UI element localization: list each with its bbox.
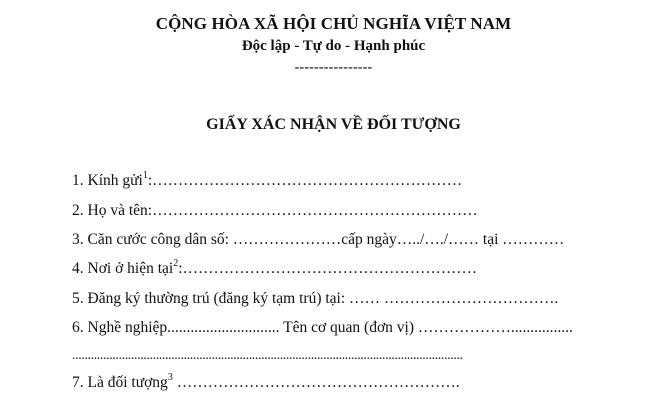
footnote-ref-1: 1 <box>142 169 148 181</box>
field-subject-type <box>72 373 460 393</box>
field-recipient <box>72 171 462 191</box>
field-registered-residence: 5. Đăng ký thường trú (đăng ký tạm trú) tại: …… ……………………………. <box>72 290 559 307</box>
field-subject-type-blank: ………………………………………………. <box>172 374 460 391</box>
document-title: GIẤY XÁC NHẬN VỀ ĐỐI TƯỢNG <box>206 116 461 133</box>
field-occupation: 6. Nghề nghiệp............................. Tên cơ quan (đơn vị) ………………................ <box>72 319 573 336</box>
field-recipient-blank: :…………………………………………………… <box>147 172 463 189</box>
header-separator: ---------------- <box>294 60 373 75</box>
field-occupation-continued: .............................................................................................................................. <box>72 348 463 363</box>
field-recipient-label: 1. Kính gửi <box>72 172 143 189</box>
national-title: CỘNG HÒA XÃ HỘI CHỦ NGHĨA VIỆT NAM <box>155 14 512 33</box>
field-citizen-id: 3. Căn cước công dân số: …………………cấp ngày…../…./…… tại ………… <box>72 231 565 248</box>
national-motto: Độc lập - Tự do - Hạnh phúc <box>241 38 426 54</box>
field-subject-type-label: 7. Là đối tượng <box>72 374 168 391</box>
footnote-ref-3: 3 <box>167 371 173 383</box>
footnote-ref-2: 2 <box>173 257 179 269</box>
field-full-name-blank: ……………………………………………………… <box>152 202 478 219</box>
field-full-name <box>72 201 478 221</box>
field-current-residence-blank: :………………………………………………… <box>178 260 478 277</box>
field-current-residence-label: 4. Nơi ở hiện tại <box>72 260 174 277</box>
field-current-residence <box>72 259 477 279</box>
field-full-name-label: 2. Họ và tên: <box>72 202 153 219</box>
